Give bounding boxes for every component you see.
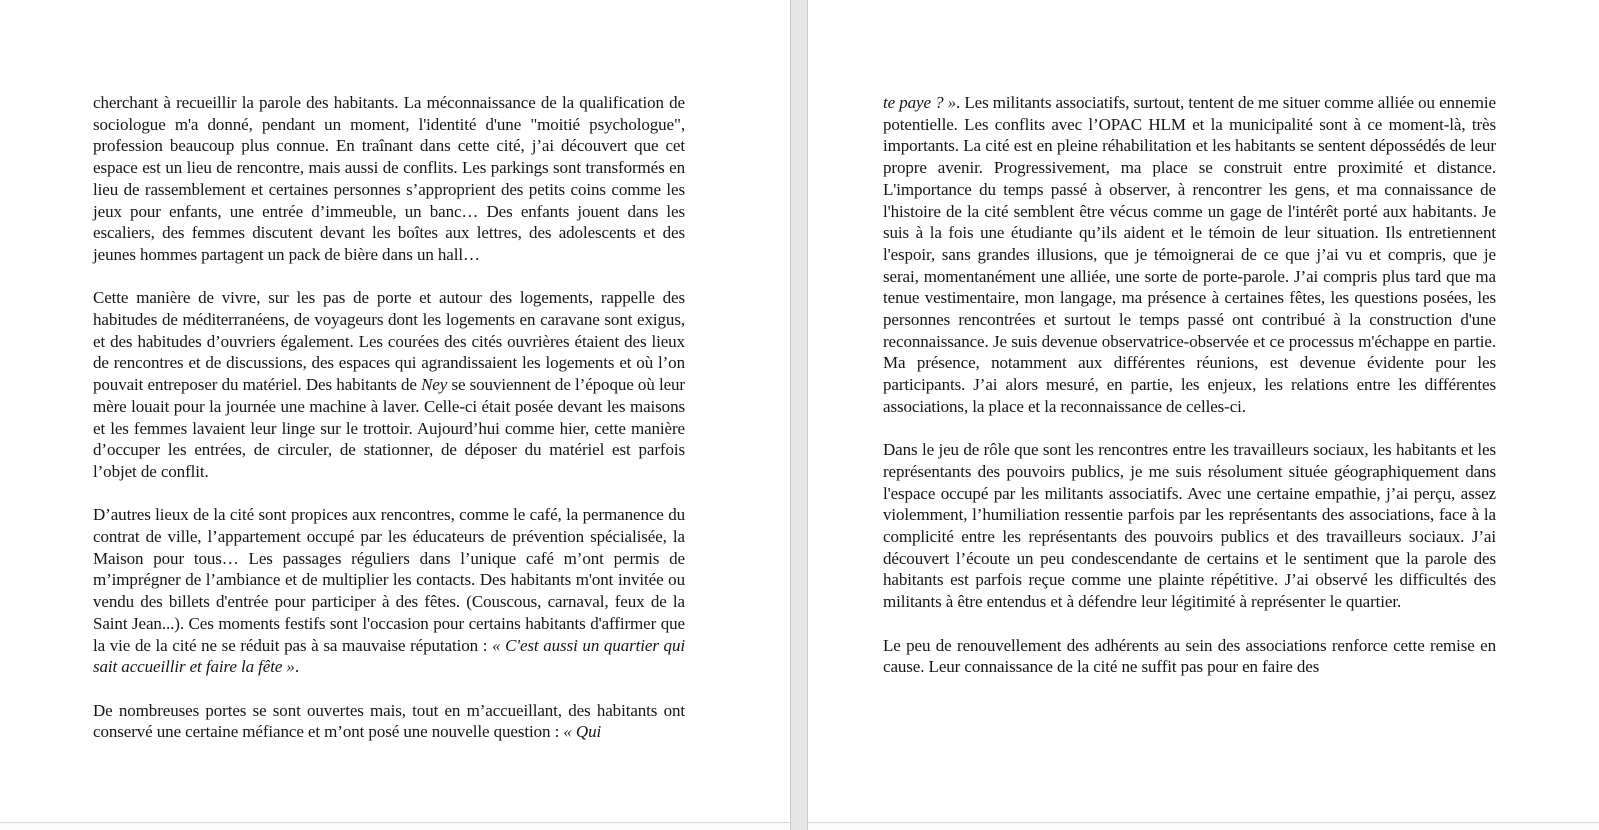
italic-text-run: te paye ? » [883,93,957,112]
text-run: . [294,657,299,677]
text-run: se souviennent de l’époque où leur mère louait pour la journée une machine à laver. Celle-ci était posée devant les maisons et les femmes lavaient leur linge sur le trottoir. Aujourd’hui comme hier, cette manière d’occuper les entrées, de circuler, de stationner, de déposer du matériel est parfois l’objet de conflit. [93,375,685,481]
paragraph [883,92,1496,418]
page-gap [790,0,808,830]
page-text-column [883,92,1496,678]
page-text-column [93,92,685,743]
document-page-left [0,0,790,822]
text-run: Dans le jeu de rôle que sont les rencontres entre les travailleurs sociaux, les habitants et les représentants des pouvoirs publics, je me suis résolument située géographiquement dans l'espace occupé par les militants associatifs. Avec une certaine empathie, j’ai perçu, assez violemment, l’humiliation ressentie parfois par les représentants des associations, face à la complicité entre les représentants des pouvoirs publics et des travailleurs sociaux. J’ai découvert l’écoute un peu condescendante de certains et le sentiment que la parole des habitants est parfois reçue comme une plainte répétitive. J’ai observé les difficultés des militants à être entendus et à défendre leur légitimité à représenter le quartier. [883,440,1496,612]
document-page-right [808,0,1599,822]
text-run: De nombreuses portes se sont ouvertes mais, tout en m’accueillant, des habitants ont conservé une certaine méfiance et m’ont posé une nouvelle question : [93,700,685,742]
text-run: cherchant à recueillir la parole des habitants. La méconnaissance de la qualification de sociologue m'a donné, pendant un moment, l'identité d'une "moitié psychologue", profession beaucoup plus connue. En traînant dans cette cité, j’ai découvert que cet espace est un lieu de rencontre, mais aussi de conflits. Les parkings sont transformés en lieu de rassemblement et certaines personnes s’approprient des petits coins comme les jeux pour enfants, une entrée d’immeuble, un banc… Des enfants jouent dans les escaliers, des femmes discutent devant les boîtes aux lettres, des adolescents et des jeunes hommes partagent un pack de bière dans un hall… [93,93,685,264]
paragraph [883,439,1496,613]
text-run: Cette manière de vivre, sur les pas de porte et autour des logements, rappelle des habitudes de méditerranéens, de voyageurs dont les logements en caravane sont exigus, et des habitudes d’ouvriers également. Les courées des cités ouvrières étaient des lieux de rencontres et de discussions, des espaces qui agrandissaient les logements et où l’on pouvait entreposer du matériel. Des habitants de [93,288,685,395]
italic-text-run: Ney [421,375,448,395]
text-run: D’autres lieux de la cité sont propices aux rencontres, comme le café, la permanence du contrat de ville, l’appartement occupé par les éducateurs de prévention spécialisée, la Maison pour tous… Les passages réguliers dans l’unique café m’ont permis de m’imprégner de l’ambiance et de multiplier les contacts. Des habitants m'ont invitée ou vendu des billets d'entrée pour participer à des fêtes. (Couscous, carnaval, feux de la Saint Jean...). Ces moments festifs sont l'occasion pour certains habitants d'affirmer que la vie de la cité ne se réduit pas à sa mauvaise réputation : [93,505,685,655]
italic-text-run: « C'est aussi un quartier qui sait accueillir et faire la fête » [93,635,685,677]
paragraph [93,504,685,678]
text-run: Le peu de renouvellement des adhérents au sein des associations renforce cette remise en cause. Leur connaissance de la cité ne suffit pas pour en faire des [883,635,1496,677]
text-run: . Les militants associatifs, surtout, tentent de me situer comme alliée ou ennemie potentielle. Les conflits avec l’OPAC HLM et la municipalité sont à ce moment-là, très importants. La cité est en pleine réhabilitation et les habitants se sentent dépossédés de leur propre avenir. Progressivement, ma place se construit entre proximité et distance. L'importance du temps passé à observer, à rencontrer les gens, et ma connaissance de l'histoire de la cité semblent être vécus comme un gage de l'intérêt porté aux habitants. Je suis à la fois une étudiante qu’ils aident et le témoin de leur situation. Ils entretiennent l'espoir, sans grandes illusions, que je témoignerai de ce que j’ai vu et compris, que je serai, momentanément une alliée, une sorte de porte-parole. J’ai compris plus tard que ma tenue vestimentaire, mon langage, ma présence à certaines fêtes, les questions posées, les personnes rencontrées et surtout le temps passé ont contribué à la construction d'une reconnaissance. Je suis devenue observatrice-observée et ce processus m'échappe en partie. Ma présence, notamment aux différentes réunions, est devenue évidente pour les participants. J’ai alors mesuré, en partie, les enjeux, les relations entre les différentes associations, la place et la reconnaissance de celles-ci. [883,93,1496,416]
paragraph [93,287,685,482]
italic-text-run: « Qui [563,722,602,742]
paragraph [883,635,1496,678]
paragraph [93,92,685,266]
paragraph [93,700,685,743]
